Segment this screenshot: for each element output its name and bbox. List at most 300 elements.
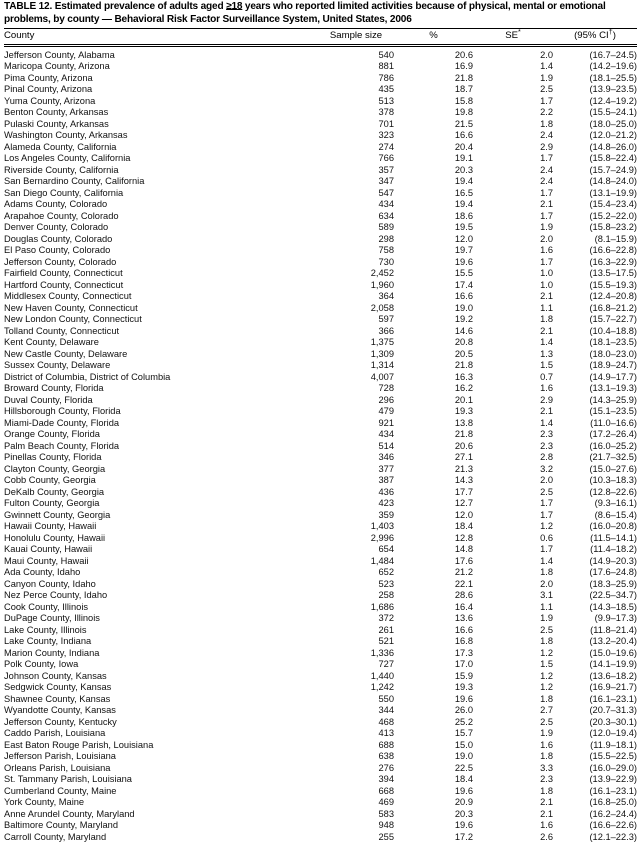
se-footnote-marker: *	[518, 27, 521, 36]
cell-percent: 26.0	[454, 705, 473, 716]
table-row	[4, 751, 637, 763]
cell-ci: (17.2–26.4)	[589, 429, 637, 440]
cell-se: 1.8	[540, 693, 553, 704]
greater-equal-symbol: ≥18	[226, 1, 243, 12]
cell-percent: 21.8	[454, 429, 473, 440]
cell-ci: (22.5–34.7)	[589, 590, 637, 601]
table-row	[4, 326, 637, 338]
cell-ci: (13.6–18.2)	[589, 670, 637, 681]
cell-percent: 20.1	[454, 394, 473, 405]
cell-county: Kent County, Delaware	[4, 337, 99, 348]
cell-ci: (13.1–19.3)	[589, 383, 637, 394]
cell-se: 1.7	[540, 187, 553, 198]
table-row	[4, 176, 637, 188]
cell-county: Sussex County, Delaware	[4, 360, 111, 371]
table-row	[4, 245, 637, 257]
cell-county: Wyandotte County, Kansas	[4, 705, 116, 716]
cell-percent: 21.2	[454, 567, 473, 578]
cell-se: 1.8	[540, 118, 553, 129]
cell-percent: 13.8	[454, 417, 473, 428]
cell-ci: (16.6–22.6)	[589, 820, 637, 831]
cell-percent: 20.6	[454, 440, 473, 451]
cell-ci: (16.1–23.1)	[589, 693, 637, 704]
cell-percent: 19.1	[454, 153, 473, 164]
cell-ci: (16.3–22.9)	[589, 256, 637, 267]
cell-ci: (16.8–25.0)	[589, 797, 637, 808]
table-row	[4, 441, 637, 453]
cell-ci: (15.5–24.1)	[589, 107, 637, 118]
cell-ci: (16.7–24.5)	[589, 49, 637, 60]
cell-ci: (15.4–23.4)	[589, 199, 637, 210]
cell-se: 1.7	[540, 256, 553, 267]
page-title	[4, 0, 637, 27]
cell-percent: 15.7	[454, 728, 473, 739]
cell-se: 0.7	[540, 371, 553, 382]
table-row	[4, 188, 637, 200]
cell-percent: 14.6	[454, 325, 473, 336]
cell-sample-size: 550	[378, 693, 394, 704]
cell-se: 1.8	[540, 314, 553, 325]
cell-county: Cook County, Illinois	[4, 601, 89, 612]
table-row	[4, 694, 637, 706]
cell-se: 1.6	[540, 820, 553, 831]
cell-percent: 12.0	[454, 509, 473, 520]
cell-percent: 17.4	[454, 279, 473, 290]
table-row	[4, 579, 637, 591]
cell-sample-size: 378	[378, 107, 394, 118]
cell-percent: 20.3	[454, 808, 473, 819]
cell-sample-size: 523	[378, 578, 394, 589]
table-row	[4, 211, 637, 223]
cell-county: New Haven County, Connecticut	[4, 302, 138, 313]
cell-percent: 17.6	[454, 555, 473, 566]
cell-percent: 12.0	[454, 233, 473, 244]
cell-sample-size: 261	[378, 624, 394, 635]
cell-percent: 16.2	[454, 383, 473, 394]
cell-se: 0.6	[540, 532, 553, 543]
cell-county: Lake County, Indiana	[4, 636, 92, 647]
cell-ci: (16.1–23.1)	[589, 785, 637, 796]
cell-ci: (9.3–16.1)	[594, 498, 637, 509]
cell-se: 1.2	[540, 670, 553, 681]
cell-county: El Paso County, Colorado	[4, 245, 111, 256]
cell-se: 1.0	[540, 268, 553, 279]
column-header-se	[473, 29, 553, 44]
cell-county: Washington County, Arkansas	[4, 130, 128, 141]
table-row	[4, 498, 637, 510]
table-row	[4, 153, 637, 165]
table-row	[4, 222, 637, 234]
cell-se: 2.5	[540, 486, 553, 497]
cell-ci: (16.6–22.8)	[589, 245, 637, 256]
cell-county: Orleans Parish, Louisiana	[4, 762, 111, 773]
cell-county: Alameda County, California	[4, 141, 117, 152]
cell-percent: 15.9	[454, 670, 473, 681]
cell-sample-size: 435	[378, 84, 394, 95]
cell-ci: (12.8–22.6)	[589, 486, 637, 497]
prevalence-table-body	[4, 47, 637, 843]
cell-se: 1.9	[540, 728, 553, 739]
cell-se: 1.2	[540, 521, 553, 532]
cell-se: 2.3	[540, 440, 553, 451]
cell-ci: (8.6–15.4)	[594, 509, 637, 520]
cell-se: 1.8	[540, 751, 553, 762]
cell-sample-size: 434	[378, 199, 394, 210]
cell-se: 2.5	[540, 716, 553, 727]
cell-ci: (15.8–22.4)	[589, 153, 637, 164]
cell-county: District of Columbia, District of Columbia	[4, 371, 171, 382]
cell-sample-size: 387	[378, 475, 394, 486]
cell-county: Kauai County, Hawaii	[4, 544, 93, 555]
cell-sample-size: 364	[378, 291, 394, 302]
cell-county: Nez Perce County, Idaho	[4, 590, 108, 601]
cell-sample-size: 1,686	[370, 601, 394, 612]
table-row	[4, 84, 637, 96]
cell-county: Denver County, Colorado	[4, 222, 109, 233]
table-row	[4, 556, 637, 568]
cell-se: 2.0	[540, 49, 553, 60]
cell-sample-size: 540	[378, 49, 394, 60]
cell-percent: 21.5	[454, 118, 473, 129]
table-row	[4, 786, 637, 798]
cell-percent: 15.5	[454, 268, 473, 279]
cell-county: Hawaii County, Hawaii	[4, 521, 97, 532]
cell-percent: 19.7	[454, 245, 473, 256]
cell-ci: (14.9–17.7)	[589, 371, 637, 382]
cell-county: Gwinnett County, Georgia	[4, 509, 111, 520]
cell-se: 2.0	[540, 578, 553, 589]
cell-county: DeKalb County, Georgia	[4, 486, 105, 497]
cell-county: Palm Beach County, Florida	[4, 440, 120, 451]
cell-se: 1.2	[540, 682, 553, 693]
cell-percent: 20.9	[454, 797, 473, 808]
table-row	[4, 73, 637, 85]
cell-percent: 20.4	[454, 141, 473, 152]
column-header-se-label: SE	[505, 30, 518, 42]
header-row	[4, 29, 637, 44]
table-row	[4, 636, 637, 648]
cell-county: Baltimore County, Maryland	[4, 820, 119, 831]
cell-sample-size: 274	[378, 141, 394, 152]
cell-county: East Baton Rouge Parish, Louisiana	[4, 739, 154, 750]
cell-percent: 16.8	[454, 636, 473, 647]
cell-county: Duval County, Florida	[4, 394, 93, 405]
cell-se: 1.7	[540, 498, 553, 509]
cell-sample-size: 1,375	[370, 337, 394, 348]
cell-sample-size: 413	[378, 728, 394, 739]
cell-county: Jefferson County, Kentucky	[4, 716, 117, 727]
cell-ci: (20.3–30.1)	[589, 716, 637, 727]
cell-se: 2.2	[540, 107, 553, 118]
table-row	[4, 107, 637, 119]
cell-county: Yuma County, Arizona	[4, 95, 96, 106]
cell-sample-size: 1,960	[370, 279, 394, 290]
cell-se: 1.3	[540, 348, 553, 359]
cell-county: Douglas County, Colorado	[4, 233, 113, 244]
table-row	[4, 613, 637, 625]
cell-county: Cobb County, Georgia	[4, 475, 96, 486]
cell-county: Clayton County, Georgia	[4, 463, 106, 474]
cell-se: 1.7	[540, 95, 553, 106]
cell-sample-size: 347	[378, 176, 394, 187]
cell-percent: 14.8	[454, 544, 473, 555]
cell-ci: (13.9–23.5)	[589, 84, 637, 95]
cell-percent: 22.1	[454, 578, 473, 589]
table-header	[4, 29, 637, 44]
cell-se: 3.2	[540, 463, 553, 474]
cell-county: Carroll County, Maryland	[4, 831, 107, 842]
cell-sample-size: 469	[378, 797, 394, 808]
cell-ci: (18.0–25.0)	[589, 118, 637, 129]
cell-ci: (12.4–20.8)	[589, 291, 637, 302]
cell-percent: 19.0	[454, 751, 473, 762]
cell-se: 2.5	[540, 84, 553, 95]
cell-percent: 19.5	[454, 222, 473, 233]
cell-se: 1.7	[540, 544, 553, 555]
cell-county: Pinellas County, Florida	[4, 452, 102, 463]
cell-percent: 16.3	[454, 371, 473, 382]
cell-ci: (10.4–18.8)	[589, 325, 637, 336]
cell-ci: (18.1–23.5)	[589, 337, 637, 348]
cell-se: 1.9	[540, 613, 553, 624]
cell-ci: (12.1–22.3)	[589, 831, 637, 842]
cell-county: DuPage County, Illinois	[4, 613, 100, 624]
cell-se: 2.6	[540, 831, 553, 842]
cell-sample-size: 634	[378, 210, 394, 221]
cell-percent: 12.7	[454, 498, 473, 509]
cell-sample-size: 513	[378, 95, 394, 106]
cell-county: Fulton County, Georgia	[4, 498, 100, 509]
cell-sample-size: 434	[378, 429, 394, 440]
cell-ci: (11.9–18.1)	[590, 739, 637, 750]
cell-se: 1.5	[540, 659, 553, 670]
cell-se: 1.4	[540, 417, 553, 428]
cell-sample-size: 688	[378, 739, 394, 750]
cell-ci: (18.1–25.5)	[589, 72, 637, 83]
cell-sample-size: 276	[378, 762, 394, 773]
cell-se: 1.6	[540, 383, 553, 394]
cell-percent: 19.6	[454, 256, 473, 267]
cell-county: Hartford County, Connecticut	[4, 279, 124, 290]
cell-percent: 21.8	[454, 360, 473, 371]
cell-percent: 15.0	[454, 739, 473, 750]
cell-county: Honolulu County, Hawaii	[4, 532, 106, 543]
cell-county: New London County, Connecticut	[4, 314, 142, 325]
cell-sample-size: 786	[378, 72, 394, 83]
cell-ci: (15.2–22.0)	[589, 210, 637, 221]
cell-percent: 20.5	[454, 348, 473, 359]
cell-percent: 18.4	[454, 774, 473, 785]
cell-county: Los Angeles County, California	[4, 153, 131, 164]
cell-se: 2.4	[540, 164, 553, 175]
cell-se: 2.9	[540, 141, 553, 152]
cell-ci: (16.0–20.8)	[589, 521, 637, 532]
cell-ci: (14.3–18.5)	[589, 601, 637, 612]
table-row	[4, 763, 637, 775]
prevalence-table	[4, 29, 637, 44]
cell-percent: 21.8	[454, 72, 473, 83]
cell-sample-size: 2,452	[370, 268, 394, 279]
cell-percent: 15.8	[454, 95, 473, 106]
cell-se: 1.2	[540, 647, 553, 658]
cell-county: Broward County, Florida	[4, 383, 104, 394]
table-row	[4, 360, 637, 372]
table-row	[4, 671, 637, 683]
cell-county: Maricopa County, Arizona	[4, 61, 110, 72]
cell-percent: 12.8	[454, 532, 473, 543]
cell-sample-size: 1,242	[370, 682, 394, 693]
table-title-part-2: years who reported limited activities because of physical, mental or emotional problems, by county — Behavioral Risk Factor Surveillance System, United States, 2006	[4, 1, 606, 25]
column-header-ci-label: (95% CI	[574, 30, 609, 42]
cell-se: 2.3	[540, 429, 553, 440]
cell-percent: 17.3	[454, 647, 473, 658]
table-row	[4, 510, 637, 522]
cell-ci: (14.3–25.9)	[589, 394, 637, 405]
cell-ci: (17.6–24.8)	[589, 567, 637, 578]
cell-sample-size: 583	[378, 808, 394, 819]
table-row	[4, 383, 637, 395]
table-row	[4, 832, 637, 843]
cell-ci: (16.0–29.0)	[589, 762, 637, 773]
table-row	[4, 372, 637, 384]
cell-sample-size: 589	[378, 222, 394, 233]
cell-percent: 16.6	[454, 291, 473, 302]
table-row	[4, 130, 637, 142]
cell-sample-size: 344	[378, 705, 394, 716]
cell-sample-size: 1,403	[370, 521, 394, 532]
cell-ci: (11.5–14.1)	[590, 532, 637, 543]
cell-se: 2.3	[540, 774, 553, 785]
cell-percent: 19.8	[454, 107, 473, 118]
table-row	[4, 165, 637, 177]
cell-se: 2.0	[540, 475, 553, 486]
cell-se: 1.7	[540, 210, 553, 221]
table-row	[4, 452, 637, 464]
cell-percent: 17.0	[454, 659, 473, 670]
cell-sample-size: 372	[378, 613, 394, 624]
cell-sample-size: 514	[378, 440, 394, 451]
cell-sample-size: 436	[378, 486, 394, 497]
table-row	[4, 268, 637, 280]
cell-ci: (13.1–19.9)	[589, 187, 637, 198]
cell-county: Ada County, Idaho	[4, 567, 81, 578]
cell-ci: (13.9–22.9)	[589, 774, 637, 785]
cell-percent: 25.2	[454, 716, 473, 727]
cell-county: Shawnee County, Kansas	[4, 693, 111, 704]
cell-sample-size: 377	[378, 463, 394, 474]
table-row	[4, 199, 637, 211]
cell-percent: 19.6	[454, 785, 473, 796]
cell-se: 1.0	[540, 279, 553, 290]
cell-sample-size: 255	[378, 831, 394, 842]
cell-se: 1.1	[540, 302, 553, 313]
cell-county: Orange County, Florida	[4, 429, 100, 440]
cell-percent: 20.6	[454, 49, 473, 60]
cell-se: 1.9	[540, 72, 553, 83]
cell-sample-size: 423	[378, 498, 394, 509]
table-row	[4, 429, 637, 441]
table-row	[4, 728, 637, 740]
cell-county: Polk County, Iowa	[4, 659, 79, 670]
cell-percent: 16.9	[454, 61, 473, 72]
cell-percent: 21.3	[454, 463, 473, 474]
cell-percent: 27.1	[454, 452, 473, 463]
table-row	[4, 337, 637, 349]
cell-sample-size: 758	[378, 245, 394, 256]
table-row	[4, 544, 637, 556]
cell-county: Johnson County, Kansas	[4, 670, 107, 681]
cell-sample-size: 1,440	[370, 670, 394, 681]
table-body	[4, 47, 637, 843]
cell-county: Arapahoe County, Colorado	[4, 210, 119, 221]
column-header-county: County	[4, 30, 35, 42]
cell-ci: (14.8–26.0)	[589, 141, 637, 152]
table-row	[4, 625, 637, 637]
cell-se: 1.8	[540, 636, 553, 647]
cell-ci: (16.0–25.2)	[589, 440, 637, 451]
cell-se: 2.0	[540, 233, 553, 244]
cell-se: 2.7	[540, 705, 553, 716]
cell-se: 2.1	[540, 291, 553, 302]
table-row	[4, 487, 637, 499]
cell-percent: 18.7	[454, 84, 473, 95]
cell-sample-size: 547	[378, 187, 394, 198]
cell-ci: (16.2–24.4)	[589, 808, 637, 819]
cell-sample-size: 881	[378, 61, 394, 72]
cell-percent: 19.4	[454, 176, 473, 187]
cell-county: Tolland County, Connecticut	[4, 325, 120, 336]
table-row	[4, 533, 637, 545]
column-header-sample-size: Sample size	[329, 30, 383, 42]
cell-sample-size: 948	[378, 820, 394, 831]
cell-sample-size: 298	[378, 233, 394, 244]
cell-percent: 22.5	[454, 762, 473, 773]
cell-sample-size: 652	[378, 567, 394, 578]
cell-county: Pulaski County, Arkansas	[4, 118, 109, 129]
cell-percent: 19.3	[454, 406, 473, 417]
table-row	[4, 809, 637, 821]
cell-se: 2.8	[540, 452, 553, 463]
table-row	[4, 682, 637, 694]
cell-se: 2.1	[540, 808, 553, 819]
cell-ci: (12.0–19.4)	[589, 728, 637, 739]
cell-sample-size: 2,058	[370, 302, 394, 313]
cell-percent: 19.0	[454, 302, 473, 313]
table-row	[4, 395, 637, 407]
cell-county: New Castle County, Delaware	[4, 348, 128, 359]
cell-ci: (15.5–22.5)	[589, 751, 637, 762]
cell-ci: (12.4–19.2)	[589, 95, 637, 106]
cell-ci: (15.0–19.6)	[589, 647, 637, 658]
cell-sample-size: 323	[378, 130, 394, 141]
cell-ci: (16.9–21.7)	[589, 682, 637, 693]
cell-percent: 16.5	[454, 187, 473, 198]
table-row	[4, 418, 637, 430]
cell-percent: 16.6	[454, 130, 473, 141]
cell-sample-size: 359	[378, 509, 394, 520]
cell-sample-size: 921	[378, 417, 394, 428]
cell-county: San Diego County, California	[4, 187, 124, 198]
cell-sample-size: 366	[378, 325, 394, 336]
table-row	[4, 291, 637, 303]
cell-se: 2.1	[540, 406, 553, 417]
cell-percent: 18.4	[454, 521, 473, 532]
table-row	[4, 406, 637, 418]
column-header-ci	[553, 29, 637, 44]
table-row	[4, 774, 637, 786]
cell-ci: (8.1–15.9)	[594, 233, 637, 244]
cell-ci: (16.8–21.2)	[589, 302, 637, 313]
